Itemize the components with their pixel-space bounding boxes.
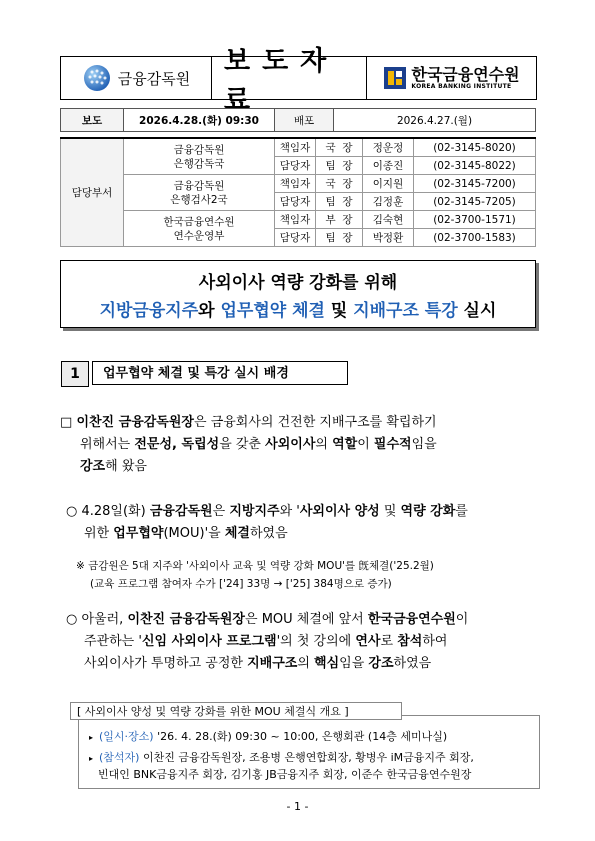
section-title: 업무협약 체결 및 특강 실시 배경 [92, 361, 348, 385]
dept-cell [124, 211, 275, 247]
headline-text: 실시 [457, 301, 497, 321]
release-info-table [60, 108, 536, 132]
body-text: 해 왔음 [105, 459, 147, 474]
emph-text: 업무협약 [113, 526, 164, 541]
contact-name: 박정환 [363, 229, 414, 247]
body-text: 아울러, [81, 612, 128, 627]
contact-phone: (02-3145-7200) [414, 175, 536, 193]
contact-name: 이종진 [363, 157, 414, 175]
emph-text: 핵심 [314, 656, 340, 671]
body-text: (MOU)'을 [163, 526, 225, 541]
contact-phone: (02-3700-1571) [414, 211, 536, 229]
emph-text: 전문성, 독립성 [134, 437, 220, 452]
contact-phone: (02-3145-8020) [414, 138, 536, 157]
body-text: 하여 [422, 634, 448, 649]
kbi-logo-icon [383, 66, 407, 90]
contact-role: 담당자 [275, 229, 316, 247]
contact-title: 국 장 [316, 175, 363, 193]
headline-box [60, 260, 536, 328]
body-text: 하였음 [393, 656, 432, 671]
ceremony-when-label: (일시·장소) [99, 730, 154, 743]
headline-text: 및 [324, 301, 354, 321]
body-text: 을 갖춘 [219, 437, 266, 452]
emph-text: 금융감독원 [149, 504, 213, 519]
dept-sub: 은행감독국 [173, 157, 225, 170]
fss-logo-text: 금융감독원 [117, 69, 191, 88]
contact-role: 담당자 [275, 193, 316, 211]
body-text: 이 [357, 437, 374, 452]
triangle-bullet-icon: ▸ [89, 733, 94, 742]
body-text: 은 금융회사의 건전한 지배구조를 확립하기 [194, 415, 437, 430]
emph-text: 사외이사 양성 [299, 504, 380, 519]
body-text: 사외이사가 투명하고 공정한 [84, 656, 248, 671]
emph-text: 필수적 [373, 437, 412, 452]
emph-text: 강조 [368, 656, 394, 671]
body-text: 임을 [339, 656, 369, 671]
header-bar [60, 46, 537, 116]
contact-phone: (02-3145-8022) [414, 157, 536, 175]
emph-text: 역량 강화 [400, 504, 456, 519]
section-number: 1 [61, 361, 89, 387]
body-text: 와 ' [279, 504, 300, 519]
paragraph-2 [66, 501, 544, 545]
emph-text: 연사 [355, 634, 381, 649]
press-release-title: 보도자료 [212, 57, 367, 99]
note-line2: (교육 프로그램 참여자 수가 ['24] 33명 → ['25] 384명으로 증가) [90, 578, 392, 590]
emph-text: 지방지주 [229, 504, 280, 519]
contact-role: 담당자 [275, 157, 316, 175]
square-bullet-icon: □ [60, 415, 73, 430]
body-text: 를 [455, 504, 468, 519]
ceremony-who-value: 이찬진 금융감독원장, 조용병 은행연합회장, 황병우 iM금융지주 회장, [139, 751, 474, 764]
body-text: 및 [379, 504, 401, 519]
kbi-logo-name: 한국금융연수원 [411, 64, 520, 84]
fss-logo-icon [82, 63, 112, 93]
paragraph-3 [66, 609, 544, 675]
ceremony-when-value: '26. 4. 28.(화) 09:30 ~ 10:00, 은행회관 (14층 세미나실) [153, 730, 448, 743]
dept-sub: 연수운영부 [173, 229, 225, 242]
headline-highlight: 지방금융지주 [99, 301, 199, 321]
contacts-table [60, 137, 536, 247]
ceremony-who-line2: 빈대인 BNK금융지주 회장, 김기홍 JB금융지주 회장, 이준수 한국금융연수원장 [98, 768, 472, 781]
triangle-bullet-icon: ▸ [89, 754, 94, 763]
body-text: 은 [212, 504, 230, 519]
headline-line1: 사외이사 역량 강화를 위해 [198, 273, 398, 293]
body-text: 의 [315, 437, 333, 452]
contact-name: 김정훈 [363, 193, 414, 211]
headline-highlight: 지배구조 특강 [353, 301, 458, 321]
headline-text: 와 [198, 301, 221, 321]
emph-text: 한국금융연수원 [367, 612, 456, 627]
paragraph-1 [60, 412, 545, 478]
contact-name: 이지원 [363, 175, 414, 193]
circle-bullet-icon: ○ [66, 504, 78, 519]
ceremony-who [89, 749, 474, 767]
note-line1: ※ 금감원은 5대 지주와 '사외이사 교육 및 역량 강화 MOU'를 旣체결('25.2월) [76, 560, 434, 572]
contact-phone: (02-3700-1583) [414, 229, 536, 247]
contact-role: 책임자 [275, 175, 316, 193]
emph-text: 이찬진 금융감독원장 [76, 415, 194, 430]
headline-line2 [61, 296, 535, 321]
emph-text: 사외이사 [265, 437, 316, 452]
circle-bullet-icon: ○ [66, 612, 78, 627]
page-number: - 1 - [286, 800, 309, 813]
contact-name: 정운정 [363, 138, 414, 157]
body-text: 로 [380, 634, 398, 649]
emph-text: 강조 [80, 459, 106, 474]
body-text: 주관하는 ' [84, 634, 142, 649]
body-text: 4.28일(화) [81, 504, 150, 519]
kbi-logo-english: KOREA BANKING INSTITUTE [411, 82, 512, 90]
embargo-value: 2026.4.28.(화) 09:30 [124, 109, 275, 132]
dept-label: 담당부서 [61, 138, 124, 247]
contact-role: 책임자 [275, 138, 316, 157]
contact-role: 책임자 [275, 211, 316, 229]
release-label: 배포 [275, 109, 334, 132]
dept-cell [124, 175, 275, 211]
contact-phone: (02-3145-7205) [414, 193, 536, 211]
dept-name: 금융감독원 [173, 179, 225, 192]
body-text: 위해서는 [80, 437, 135, 452]
contact-title: 팀 장 [316, 157, 363, 175]
emph-text: 이찬진 금융감독원장 [127, 612, 245, 627]
dept-sub: 은행검사2국 [170, 193, 228, 206]
fss-logo [61, 57, 212, 99]
body-text: 의 [297, 656, 315, 671]
ceremony-box-header: [ 사외이사 양성 및 역량 강화를 위한 MOU 체결식 개요 ] [70, 702, 402, 720]
dept-name: 금융감독원 [173, 143, 225, 156]
dept-cell [124, 138, 275, 175]
contact-title: 부 장 [316, 211, 363, 229]
contact-title: 국 장 [316, 138, 363, 157]
embargo-label: 보도 [61, 109, 124, 132]
release-value: 2026.4.27.(월) [334, 109, 536, 132]
emph-text: 역할 [332, 437, 358, 452]
emph-text: 신임 사외이사 프로그램 [141, 634, 277, 649]
body-text: 임을 [411, 437, 437, 452]
body-text: 하였음 [249, 526, 288, 541]
contact-title: 팀 장 [316, 193, 363, 211]
body-text: '의 첫 강의에 [276, 634, 356, 649]
ceremony-box [78, 715, 540, 789]
dept-name: 한국금융연수원 [163, 215, 235, 228]
ceremony-when [89, 728, 447, 746]
kbi-logo [367, 57, 536, 99]
body-text: 이 [455, 612, 469, 627]
emph-text: 체결 [224, 526, 250, 541]
contact-title: 팀 장 [316, 229, 363, 247]
headline-highlight: 업무협약 체결 [220, 301, 325, 321]
ceremony-who-label: (참석자) [99, 751, 140, 764]
contact-name: 김숙현 [363, 211, 414, 229]
body-text: 위한 [84, 526, 114, 541]
note [76, 557, 546, 593]
emph-text: 참석 [397, 634, 423, 649]
body-text: 은 MOU 체결에 앞서 [245, 612, 368, 627]
emph-text: 지배구조 [247, 656, 298, 671]
